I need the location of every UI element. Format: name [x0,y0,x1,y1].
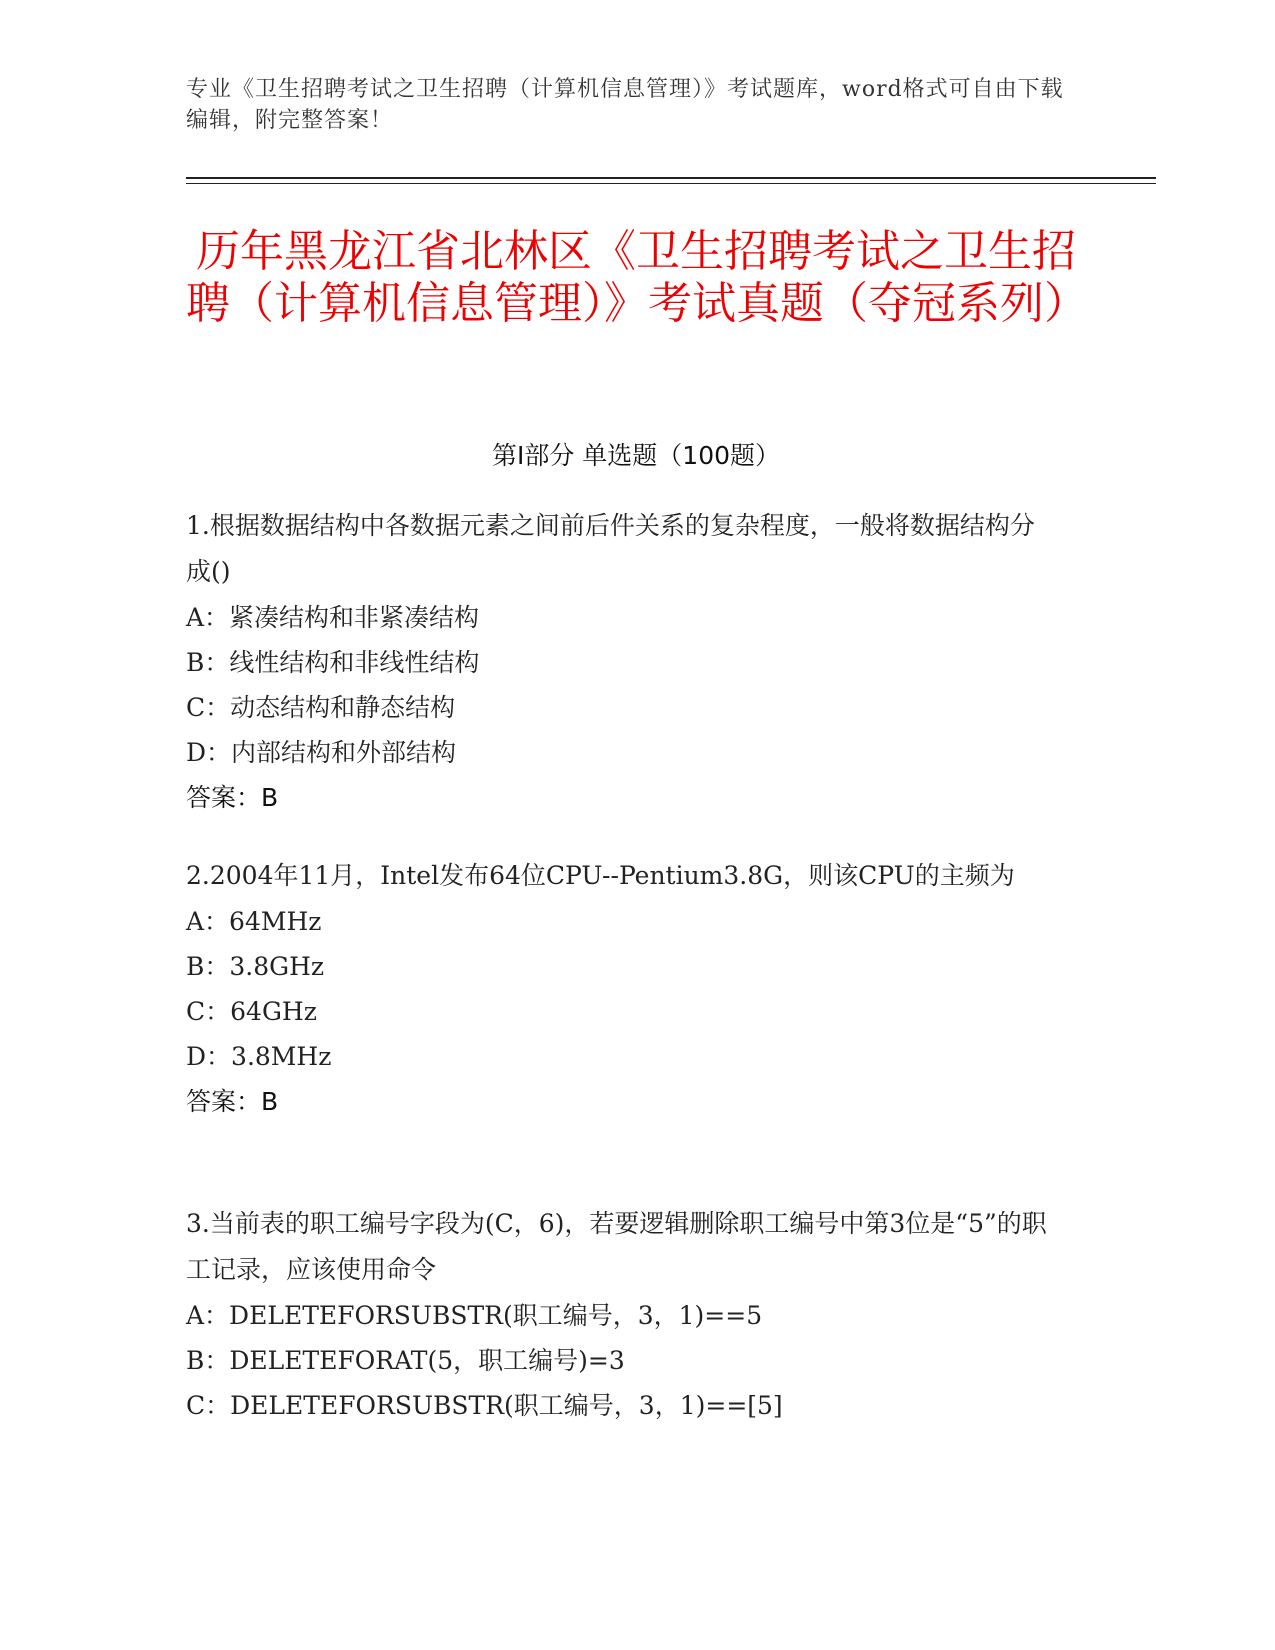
option-d: D：内部结构和外部结构 [186,738,457,767]
option-a: A：64MHz [186,907,322,936]
option-b: B：DELETEFORAT(5，职工编号)=3 [186,1346,625,1375]
question-stem: 2.2004年11月，Intel发布64位CPU--Pentium3.8G，则该CPU的主频为 [186,861,1015,890]
option-c: C：动态结构和静态结构 [186,693,456,722]
section-heading: 第Ⅰ部分 单选题（100题） [491,441,781,470]
question-stem: 1.根据数据结构中各数据元素之间前后件关系的复杂程度，一般将数据结构分成() [186,511,1035,586]
answer: 答案：B [186,783,279,812]
option-a: A：紧凑结构和非紧凑结构 [186,603,480,632]
option-b: B：线性结构和非线性结构 [186,648,480,677]
header-divider-thin [186,183,1156,184]
question-2 [186,853,1056,1124]
option-c: C：64GHz [186,997,317,1026]
option-d: D：3.8MHz [186,1042,332,1071]
header-divider [186,177,1156,179]
question-stem: 3.当前表的职工编号字段为(C，6)，若要逻辑删除职工编号中第3位是“5”的职工记录，应该使用命令 [186,1209,1047,1284]
question-3 [186,1201,1056,1428]
answer: 答案：B [186,1087,279,1116]
option-b: B：3.8GHz [186,952,325,981]
option-a: A：DELETEFORSUBSTR(职工编号，3，1)==5 [186,1301,763,1330]
option-c: C：DELETEFORSUBSTR(职工编号，3，1)==[5] [186,1391,783,1420]
header-note: 专业《卫生招聘考试之卫生招聘（计算机信息管理）》考试题库，word格式可自由下载编辑，附完整答案！ [186,77,1064,133]
question-1 [186,503,1056,820]
document-title: 历年黑龙江省北林区《卫生招聘考试之卫生招聘（计算机信息管理）》考试真题（夺冠系列） [186,226,1088,329]
